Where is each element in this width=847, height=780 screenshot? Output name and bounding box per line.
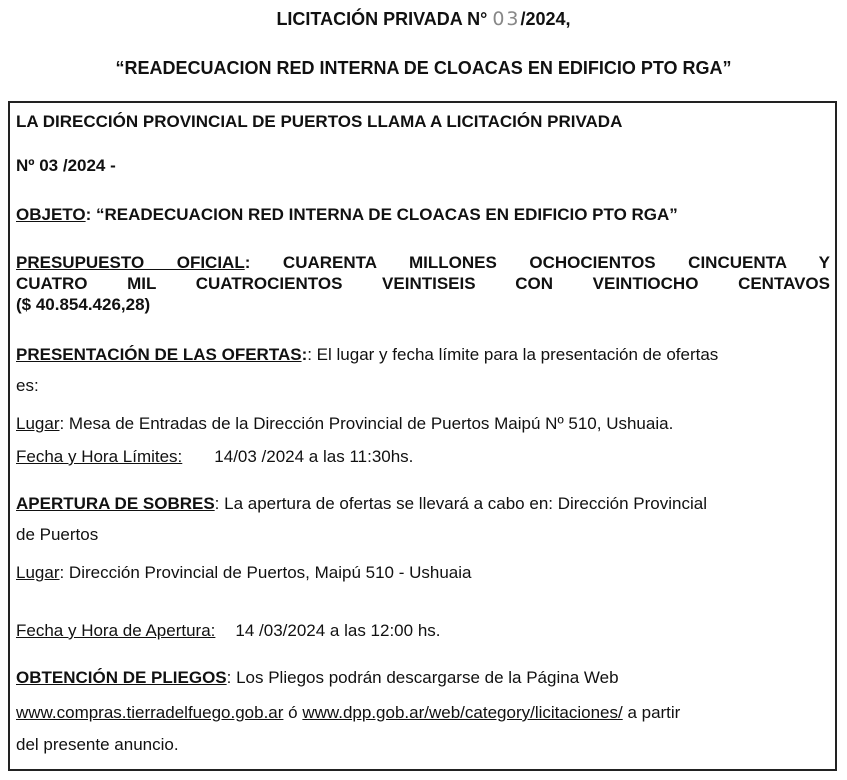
fecha-apertura-text: 14 /03/2024 a las 12:00 hs. <box>235 621 441 640</box>
fecha-apertura-row <box>16 621 441 641</box>
presupuesto-label: PRESUPUESTO OFICIAL <box>16 253 245 272</box>
objeto-text: : “READECUACION RED INTERNA DE CLOACAS EN EDIFICIO PTO RGA” <box>85 205 678 224</box>
presentacion-label: PRESENTACIÓN DE LAS OFERTAS <box>16 345 302 364</box>
lugar-row <box>16 414 673 434</box>
title-suffix: /2024, <box>520 9 571 29</box>
handwritten-number: 03 <box>492 8 521 30</box>
lugar-label: Lugar <box>16 414 60 433</box>
presupuesto-line3: ($ 40.854.426,28) <box>16 295 151 314</box>
fecha-limite-text: 14/03 /2024 a las 11:30hs. <box>214 447 414 466</box>
page-title <box>0 8 847 30</box>
pliegos-label: OBTENCIÓN DE PLIEGOS <box>16 668 227 687</box>
apertura-text2: de Puertos <box>16 525 99 544</box>
title-prefix: LICITACIÓN PRIVADA N° <box>276 9 488 29</box>
presentacion-text: : El lugar y fecha límite para la presentación de ofertas <box>307 345 719 364</box>
compras-link[interactable]: www.compras.tierradelfuego.gob.ar <box>16 703 284 722</box>
lugar2-label: Lugar <box>16 563 60 582</box>
pliegos-tail: a partir <box>627 703 681 722</box>
apertura-row <box>16 494 707 514</box>
fecha-apertura-label: Fecha y Hora de Apertura: <box>16 621 216 640</box>
intro-line1: LA DIRECCIÓN PROVINCIAL DE PUERTOS LLAMA A LICITACIÓN PRIVADA <box>16 112 623 131</box>
apertura-text: : La apertura de ofertas se llevará a cabo en: Dirección Provincial <box>214 494 707 513</box>
page-subtitle: “READECUACION RED INTERNA DE CLOACAS EN EDIFICIO PTO RGA” <box>115 58 732 78</box>
pliegos-text3: del presente anuncio. <box>16 735 179 754</box>
lugar2-text: : Dirección Provincial de Puertos, Maipú 510 - Ushuaia <box>59 563 472 582</box>
dpp-link[interactable]: www.dpp.gob.ar/web/category/licitaciones/ <box>302 703 623 722</box>
objeto-label: OBJETO <box>16 205 86 224</box>
presupuesto-line1 <box>16 253 830 273</box>
apertura-label: APERTURA DE SOBRES <box>16 494 215 513</box>
presupuesto-line2: CUATRO MIL CUATROCIENTOS VEINTISEIS CON VEINTIOCHO CENTAVOS <box>16 274 830 293</box>
lugar-text: : Mesa de Entradas de la Dirección Provincial de Puertos Maipú Nº 510, Ushuaia. <box>59 414 674 433</box>
pliegos-links-row <box>16 703 680 723</box>
lugar2-row <box>16 563 471 583</box>
objeto-row <box>16 205 678 225</box>
fecha-limite-row <box>16 447 413 467</box>
presupuesto-text1: : CUARENTA MILLONES OCHOCIENTOS CINCUENTA Y <box>244 253 830 272</box>
link-separator: ó <box>288 703 298 722</box>
fecha-limite-label: Fecha y Hora Límites: <box>16 447 183 466</box>
presentacion-row: PRESENTACIÓN DE LAS OFERTAS:: El lugar y fecha límite para la presentación de ofertas <box>16 345 719 364</box>
intro-line2: Nº 03 /2024 - <box>16 156 116 175</box>
pliegos-row <box>16 668 619 688</box>
pliegos-text: : Los Pliegos podrán descargarse de la Página Web <box>226 668 619 687</box>
presentacion-text2: es: <box>16 376 39 395</box>
